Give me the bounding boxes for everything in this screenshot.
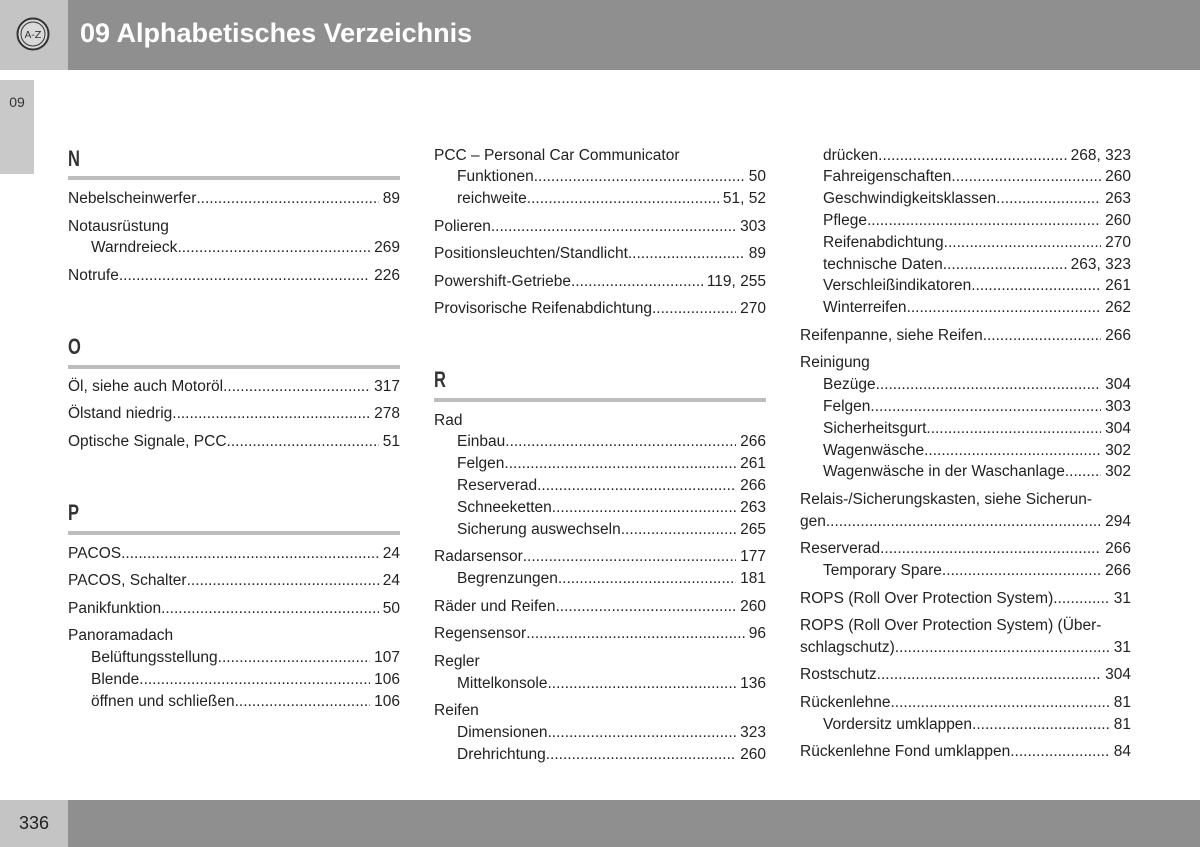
index-entry: PACOS ..... 24 <box>68 544 400 564</box>
index-entry: Reserverad ..... 266 <box>800 539 1131 559</box>
index-subentry: Reifenabdichtung ..... 270 <box>823 233 1131 253</box>
index-entry: PCC – Personal Car Communicator <box>434 147 680 164</box>
index-entry: Panikfunktion ..... 50 <box>68 599 400 619</box>
index-subentry: Fahreigenschaften ..... 260 <box>823 167 1131 187</box>
index-subentry: Verschleißindikatoren ..... 261 <box>823 276 1131 296</box>
index-entry-continued: schlagschutz) ..... 31 <box>800 638 1131 658</box>
index-subentry: Winterreifen ..... 262 <box>823 298 1131 318</box>
chapter-tab-label: 09 <box>9 94 25 110</box>
index-subentry: Funktionen ..... 50 <box>457 167 766 187</box>
index-subentry: Bezüge ..... 304 <box>823 375 1131 395</box>
section-letter-p: P <box>68 500 80 525</box>
index-subentry: Vordersitz umklappen ..... 81 <box>823 715 1131 735</box>
index-subentry: drücken ..... 268, 323 <box>823 146 1131 166</box>
index-entry: Räder und Reifen ..... 260 <box>434 597 766 617</box>
index-entry: Regensensor ..... 96 <box>434 624 766 644</box>
index-subentry: Belüftungsstellung ..... 107 <box>91 648 400 668</box>
page-footer <box>0 800 1200 847</box>
index-entry: Ölstand niedrig ..... 278 <box>68 404 400 424</box>
index-subentry: Drehrichtung ..... 260 <box>457 745 766 765</box>
index-entry: Rad <box>434 412 463 429</box>
index-subentry: Blende ..... 106 <box>91 670 400 690</box>
index-entry: Reifenpanne, siehe Reifen ..... 266 <box>800 326 1131 346</box>
index-entry: Rückenlehne Fond umklappen ..... 84 <box>800 742 1131 762</box>
index-entry: Powershift-Getriebe ..... 119, 255 <box>434 272 766 292</box>
index-entry: Öl, siehe auch Motoröl ..... 317 <box>68 377 400 397</box>
index-subentry: öffnen und schließen ..... 106 <box>91 692 400 712</box>
a-z-icon <box>16 17 50 51</box>
index-entry: PACOS, Schalter ..... 24 <box>68 571 400 591</box>
index-subentry: Felgen ..... 261 <box>457 454 766 474</box>
index-subentry: Geschwindigkeitsklassen ..... 263 <box>823 189 1131 209</box>
section-letter-n: N <box>68 146 80 171</box>
header-icon-panel <box>0 0 68 70</box>
index-entry: Rückenlehne ..... 81 <box>800 693 1131 713</box>
index-entry: Optische Signale, PCC ..... 51 <box>68 432 400 452</box>
a-z-icon-label: A-Z <box>24 30 42 41</box>
page-header <box>0 0 1200 70</box>
index-entry: Notrufe ..... 226 <box>68 266 400 286</box>
index-entry: ROPS (Roll Over Protection System) ..... 31 <box>800 589 1131 609</box>
index-entry: Relais-/Sicherungskasten, siehe Sicherun- <box>800 491 1093 508</box>
section-rule-r <box>434 398 766 402</box>
index-entry: Polieren ..... 303 <box>434 217 766 237</box>
section-rule-n <box>68 176 400 180</box>
index-subentry: Schneeketten ..... 263 <box>457 498 766 518</box>
index-entry: ROPS (Roll Over Protection System) (Über- <box>800 617 1102 634</box>
index-subentry: Temporary Spare ..... 266 <box>823 561 1131 581</box>
index-entry: Panoramadach <box>68 627 174 644</box>
section-rule-p <box>68 531 400 535</box>
index-subentry: Felgen ..... 303 <box>823 397 1131 417</box>
index-subentry: Sicherung auswechseln ..... 265 <box>457 520 766 540</box>
index-subentry: Reserverad ..... 266 <box>457 476 766 496</box>
index-subentry: Sicherheitsgurt ..... 304 <box>823 419 1131 439</box>
index-entry: Provisorische Reifenabdichtung ..... 270 <box>434 299 766 319</box>
index-entry: Radarsensor ..... 177 <box>434 547 766 567</box>
index-entry: Positionsleuchten/Standlicht ..... 89 <box>434 244 766 264</box>
index-subentry: Warndreieck ..... 269 <box>91 238 400 258</box>
index-subentry: Dimensionen ..... 323 <box>457 723 766 743</box>
index-entry: Rostschutz ..... 304 <box>800 665 1131 685</box>
page-title: 09 Alphabetisches Verzeichnis <box>80 18 473 48</box>
index-subentry: Wagenwäsche ..... 302 <box>823 441 1131 461</box>
index-subentry: reichweite ..... 51, 52 <box>457 189 766 209</box>
section-rule-o <box>68 365 400 369</box>
index-subentry: Pflege ..... 260 <box>823 211 1131 231</box>
index-entry: Nebelscheinwerfer ..... 89 <box>68 189 400 209</box>
index-entry: Reifen <box>434 702 479 719</box>
index-entry: Notausrüstung <box>68 218 169 235</box>
index-entry: Reinigung <box>800 354 870 371</box>
index-subentry: Mittelkonsole ..... 136 <box>457 674 766 694</box>
section-letter-r: R <box>434 367 446 392</box>
footer-page-panel <box>0 800 68 847</box>
index-subentry: Einbau ..... 266 <box>457 432 766 452</box>
index-subentry: technische Daten ..... 263, 323 <box>823 255 1131 275</box>
chapter-tab <box>0 80 34 174</box>
page-number: 336 <box>18 813 50 833</box>
index-subentry: Wagenwäsche in der Waschanlage ..... 302 <box>823 462 1131 482</box>
index-subentry: Begrenzungen ..... 181 <box>457 569 766 589</box>
index-entry-continued: gen ..... 294 <box>800 512 1131 532</box>
section-letter-o: O <box>68 334 81 359</box>
index-entry: Regler <box>434 653 480 670</box>
